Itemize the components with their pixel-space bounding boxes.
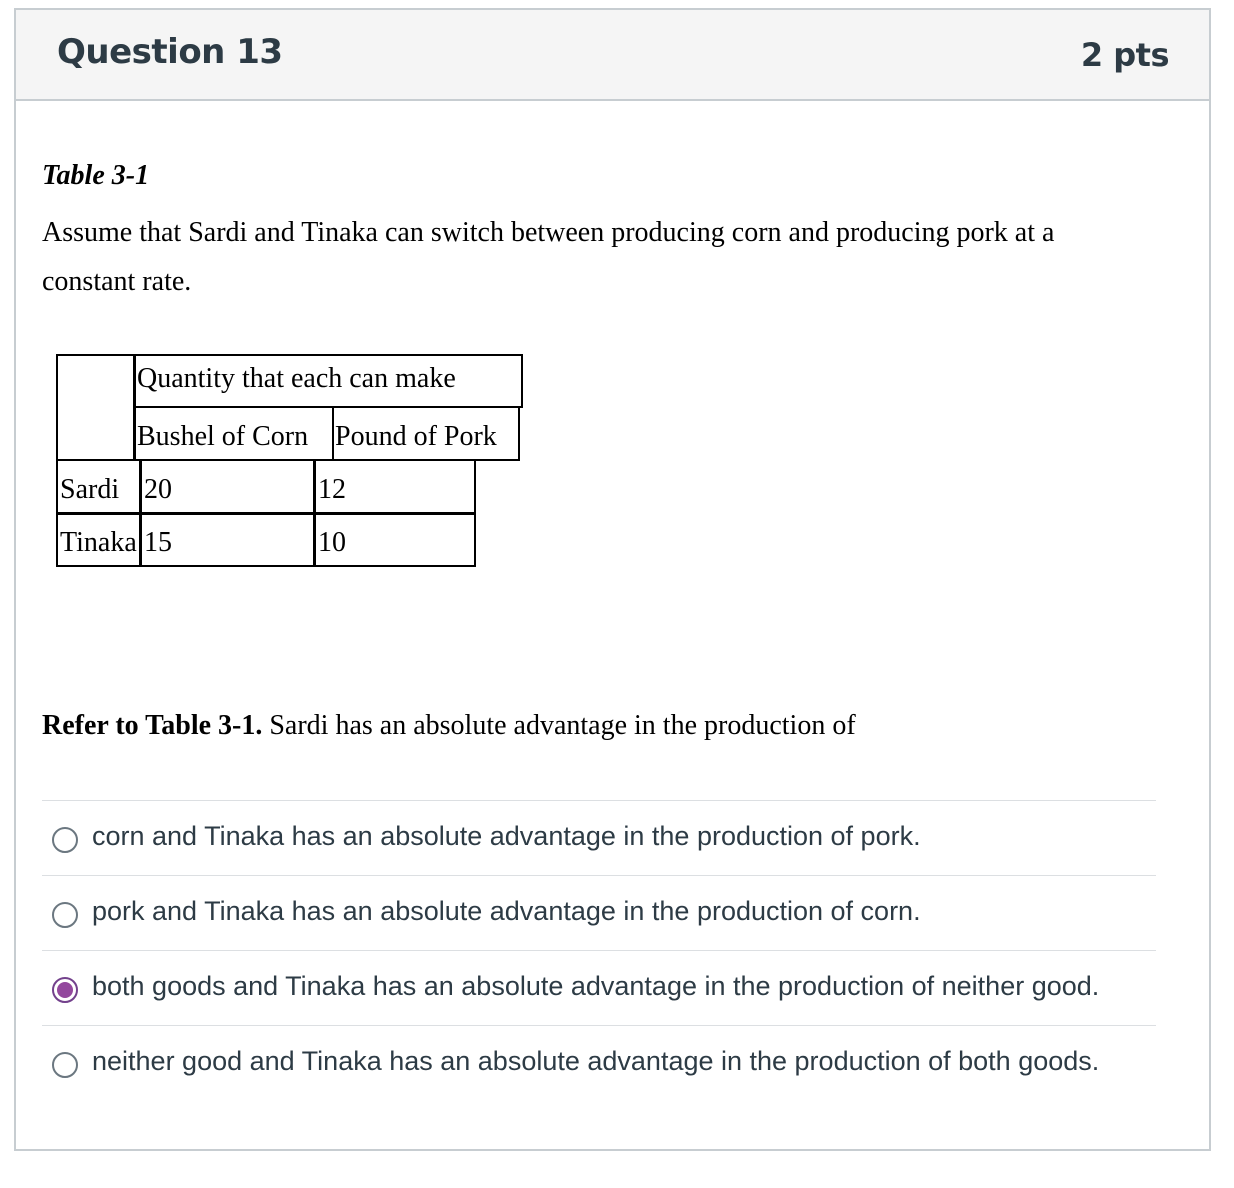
answer-list — [42, 800, 1156, 1100]
question-prompt-reference: Refer to Table 3-1. — [42, 710, 263, 741]
question-points: 2 pts — [1080, 36, 1169, 74]
question-intro-text: Assume that Sardi and Tinaka can switch between producing corn and producing pork at a constant rate. — [42, 217, 1055, 297]
answer-option-2[interactable] — [42, 875, 1156, 950]
answer-option-3[interactable] — [42, 950, 1156, 1025]
answer-label[interactable]: neither good and Tinaka has an absolute advantage in the production of both goods. — [92, 1046, 1100, 1076]
answer-label[interactable]: pork and Tinaka has an absolute advantage in the production of corn. — [92, 896, 921, 926]
table-cell-tinaka-corn: 15 — [139, 512, 316, 567]
answer-option-4[interactable] — [42, 1025, 1156, 1100]
table-caption: Table 3-1 — [42, 160, 150, 191]
answer-label[interactable]: corn and Tinaka has an absolute advantage in the production of pork. — [92, 821, 921, 851]
table-cell-sardi-corn: 20 — [139, 459, 316, 515]
table-corner-cell — [56, 354, 136, 461]
table-cell-tinaka-pork: 10 — [313, 512, 476, 567]
table-cell-sardi-pork: 12 — [313, 459, 476, 515]
question-prompt-text: Sardi has an absolute advantage in the production of — [262, 710, 856, 741]
table-group-header: Quantity that each can make — [133, 354, 523, 408]
answer-option-1[interactable] — [42, 800, 1156, 875]
radio-button-selected[interactable] — [52, 977, 78, 1003]
radio-button[interactable] — [52, 1052, 78, 1078]
question-header — [16, 10, 1209, 101]
table-header-pork: Pound of Pork — [332, 406, 520, 461]
question-title: Question 13 — [57, 32, 283, 72]
radio-button[interactable] — [52, 827, 78, 853]
table-header-corn: Bushel of Corn — [133, 406, 334, 461]
question-prompt — [42, 710, 856, 742]
answer-label[interactable]: both goods and Tinaka has an absolute advantage in the production of neither good. — [92, 971, 1100, 1001]
table-row-name-sardi: Sardi — [56, 459, 142, 515]
radio-button[interactable] — [52, 902, 78, 928]
table-row-name-tinaka: Tinaka — [56, 512, 142, 567]
